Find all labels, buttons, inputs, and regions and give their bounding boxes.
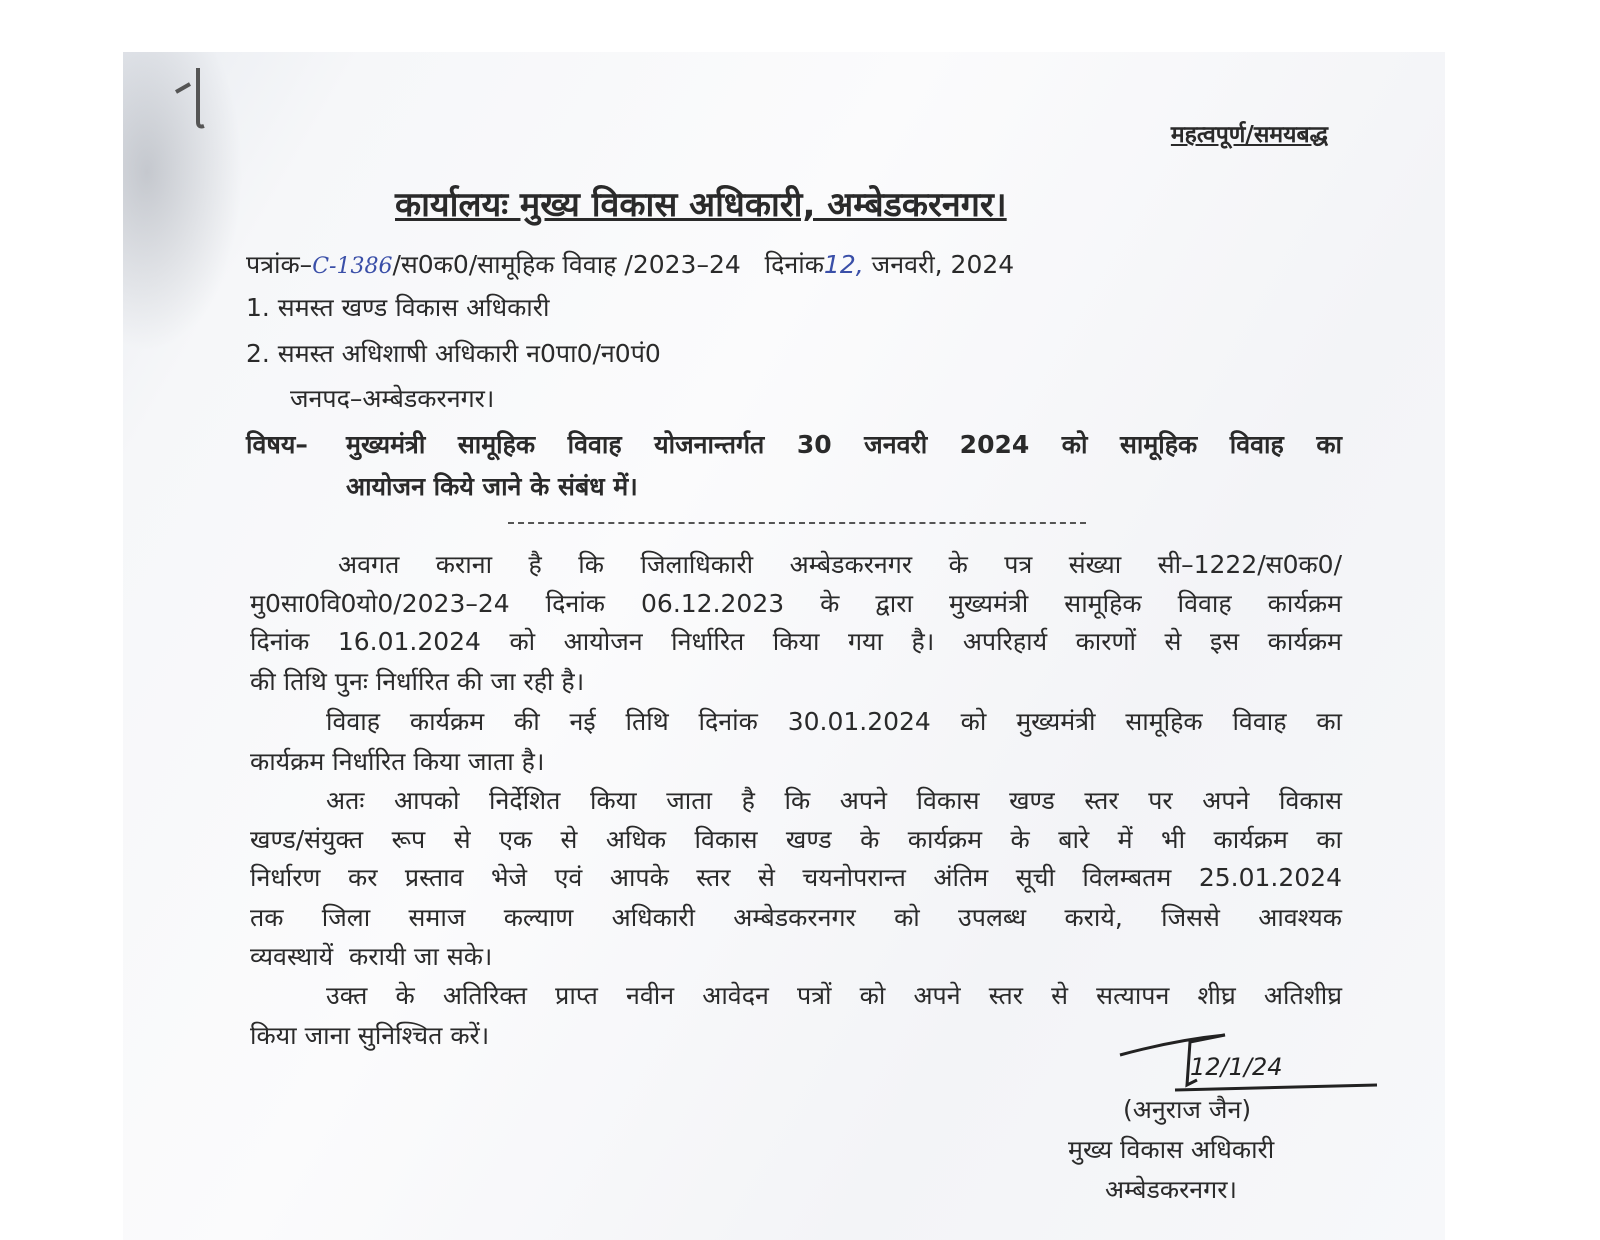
reference-text: /स0क0/सामूहिक विवाह /2023–24 xyxy=(392,250,741,279)
date-label: दिनांक xyxy=(764,250,824,279)
body-line: मु0सा0वि0यो0/2023–24 दिनांक 06.12.2023 के द्वारा मुख्यमंत्री सामूहिक विवाह कार्यक्रम xyxy=(250,589,1342,618)
recipient-2: 2. समस्त अधिशाषी अधिकारी न0पा0/न0पं0 xyxy=(246,339,661,368)
reference-line xyxy=(246,248,1014,284)
body-line: दिनांक 16.01.2024 को आयोजन निर्धारित किया गया है। अपरिहार्य कारणों से इस कार्यक्रम xyxy=(250,627,1342,656)
reference-label: पत्रांक– xyxy=(246,250,313,279)
recipient-district: जनपद–अम्बेडकरनगर। xyxy=(290,384,495,413)
body-line: किया जाना सुनिश्चित करें। xyxy=(250,1021,490,1050)
signatory-designation: मुख्य विकास अधिकारी xyxy=(1068,1135,1275,1164)
body-line: अतः आपको निर्देशित किया जाता है कि अपने विकास खण्ड स्तर पर अपने विकास xyxy=(326,786,1342,815)
date-text: जनवरी, 2024 xyxy=(871,250,1015,279)
signatory-name: (अनुराज जैन) xyxy=(1123,1095,1252,1124)
paper-clip-icon xyxy=(168,62,208,132)
signature-date: 12/1/24 xyxy=(1190,1053,1283,1081)
recipient-1: 1. समस्त खण्ड विकास अधिकारी xyxy=(246,293,550,322)
body-line: उक्त के अतिरिक्त प्राप्त नवीन आवेदन पत्रों को अपने स्तर से सत्यापन शीघ्र अतिशीघ्र xyxy=(326,981,1342,1010)
handwritten-letter-number: C-1386 xyxy=(312,254,393,279)
body-line: व्यवस्थायें करायी जा सके। xyxy=(250,942,493,971)
subject-label: विषय– xyxy=(246,430,308,459)
priority-label: महत्वपूर्ण/समयबद्ध xyxy=(1170,122,1328,148)
body-line: की तिथि पुनः निर्धारित की जा रही है। xyxy=(250,667,585,696)
body-line: अवगत कराना है कि जिलाधिकारी अम्बेडकरनगर के पत्र संख्या सी–1222/स0क0/ xyxy=(338,550,1342,579)
body-line: निर्धारण कर प्रस्ताव भेजे एवं आपके स्तर से चयनोपरान्त अंतिम सूची विलम्बतम 25.01.2024 xyxy=(250,863,1342,892)
subject-line-2: आयोजन किये जाने के संबंध में। xyxy=(346,472,638,501)
body-line: तक जिला समाज कल्याण अधिकारी अम्बेडकरनगर को उपलब्ध कराये, जिससे आवश्यक xyxy=(250,903,1342,932)
divider xyxy=(508,522,1086,524)
body-line: खण्ड/संयुक्त रूप से एक से अधिक विकास खण्ड के कार्यक्रम के बारे में भी कार्यक्रम का xyxy=(250,825,1342,854)
body-line: विवाह कार्यक्रम की नई तिथि दिनांक 30.01.2024 को मुख्यमंत्री सामूहिक विवाह का xyxy=(326,707,1343,736)
handwritten-day: 12, xyxy=(823,250,864,279)
subject-line-1: मुख्यमंत्री सामूहिक विवाह योजनान्तर्गत 30 जनवरी 2024 को सामूहिक विवाह का xyxy=(346,430,1342,459)
signatory-place: अम्बेडकरनगर। xyxy=(1105,1175,1237,1204)
body-line: कार्यक्रम निर्धारित किया जाता है। xyxy=(250,747,545,776)
office-heading: कार्यालयः मुख्य विकास अधिकारी, अम्बेडकरनगर। xyxy=(395,185,1007,225)
